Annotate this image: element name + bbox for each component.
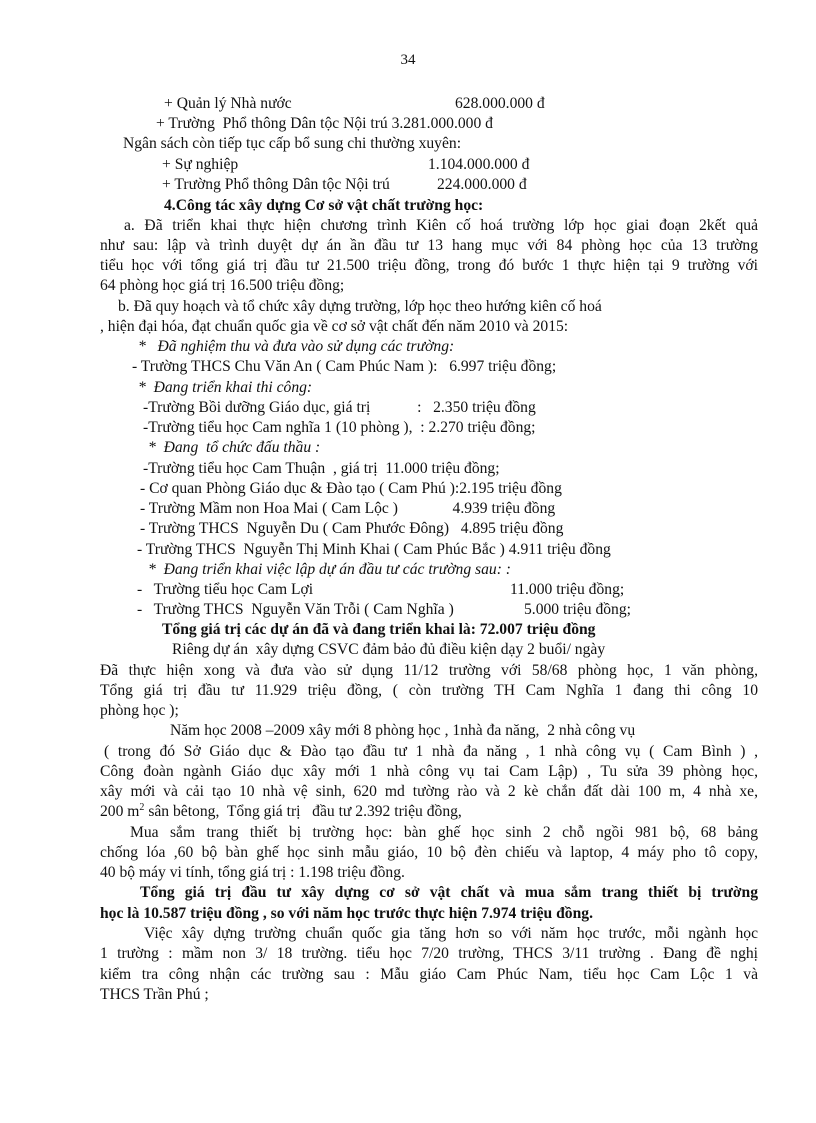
csvc-line-3: Tổng giá trị đầu tư 11.929 triệu đồng, ( còn trường TH Cam Nghĩa 1 đang thi công 10: [100, 682, 758, 699]
csvc-line-4: phòng học );: [100, 702, 179, 719]
planning-item-label: - Trường THCS Nguyễn Văn Trỗi ( Cam Nghĩa ): [137, 601, 454, 618]
planning-item-amount: 11.000 triệu đồng;: [510, 581, 625, 598]
bidding-item: - Trường THCS Nguyễn Thị Minh Khai ( Cam Phúc Bắc ) 4.911 triệu đồng: [137, 541, 611, 558]
year-line-3: Công đoàn ngành Giáo dục xây mới 1 nhà công vụ tai Cam Lập) , Tu sửa 39 phòng học,: [100, 763, 758, 780]
budget-line-career-label: + Sự nghiệp: [162, 156, 239, 173]
standard-line-1: Việc xây dựng trường chuẩn quốc gia tăng hơn so với năm học trước, mỗi ngành học: [144, 925, 758, 942]
equip-line-3: 40 bộ máy vi tính, tổng giá trị : 1.198 triệu đồng.: [100, 864, 405, 881]
section-heading: 4.Công tác xây dựng Cơ sở vật chất trường học:: [164, 197, 484, 214]
bidding-item: - Trường Mầm non Hoa Mai ( Cam Lộc ) 4.939 triệu đồng: [140, 500, 556, 517]
year-line-5-pre: 200 m: [100, 803, 140, 820]
construction-item: -Trường tiểu học Cam nghĩa 1 (10 phòng ), : 2.270 triệu đồng;: [143, 419, 536, 436]
bidding-item: - Trường THCS Nguyễn Du ( Cam Phước Đông) 4.895 triệu đồng: [140, 520, 564, 537]
standard-line-3: kiểm tra công nhận các trường sau : Mẫu giáo Cam Phúc Nam, tiểu học Cam Lộc 1 và: [100, 966, 758, 983]
year-line-5: [100, 802, 462, 822]
budget-line-career-amount: 1.104.000.000 đ: [428, 156, 530, 173]
budget-line-boarding-school-2-label: + Trường Phổ thông Dân tộc Nội trú: [162, 176, 390, 193]
total-projects: Tổng giá trị các dự án đã và đang triển khai là: 72.007 triệu đồng: [162, 621, 596, 638]
equip-line-2: chống lóa ,60 bộ bàn ghế học sinh mẫu giáo, 10 bộ đèn chiếu và laptop, 4 máy pho tô copy,: [100, 844, 758, 861]
total-invest-line-2: học là 10.587 triệu đồng , so với năm học trước thực hiện 7.974 triệu đồng.: [100, 905, 593, 922]
para-a-line-1: a. Đã triển khai thực hiện chương trình Kiên cố hoá trường lớp học giai đoạn 2kết quả: [124, 217, 758, 234]
accepted-heading: * Đã nghiệm thu và đưa vào sử dụng các trường:: [138, 338, 455, 355]
budget-line-supplement: Ngân sách còn tiếp tục cấp bổ sung chi thường xuyên:: [123, 135, 462, 152]
year-line-5-sup: 2: [139, 801, 145, 813]
budget-line-state-mgmt-amount: 628.000.000 đ: [455, 95, 545, 112]
para-a-line-3: tiểu học với tổng giá trị đầu tư 21.500 triệu đồng, trong đó bước 1 thực hiện tại 9 trường với: [100, 257, 758, 274]
para-b-line-2: , hiện đại hóa, đạt chuẩn quốc gia về cơ sở vật chất đến năm 2010 và 2015:: [100, 318, 569, 335]
planning-item-amount: 5.000 triệu đồng;: [524, 601, 631, 618]
page-number: 34: [400, 52, 416, 68]
equip-line-1: Mua sắm trang thiết bị trường học: bàn ghế học sinh 2 chỗ ngồi 981 bộ, 68 bảng: [130, 824, 758, 841]
budget-line-state-mgmt-label: + Quản lý Nhà nước: [164, 95, 292, 112]
year-line-4: xây mới và cải tạo 10 nhà vệ sinh, 620 md tường rào và 2 kè chắn đất dài 100 m, 4 nhà xe,: [100, 783, 758, 800]
standard-line-2: 1 trường : mầm non 3/ 18 trường. tiểu học 7/20 trường, THCS 3/11 trường . Đang đề nghị: [100, 945, 758, 962]
planning-item-label: - Trường tiểu học Cam Lợi: [137, 581, 314, 598]
year-line-2: ( trong đó Sở Giáo dục & Đào tạo đầu tư 1 nhà đa năng , 1 nhà công vụ ( Cam Bình ) ,: [104, 743, 758, 760]
bidding-item: -Trường tiểu học Cam Thuận , giá trị 11.000 triệu đồng;: [143, 460, 500, 477]
budget-line-boarding-school-2-amount: 224.000.000 đ: [437, 176, 527, 193]
year-line-1: Năm học 2008 –2009 xây mới 8 phòng học , 1nhà đa năng, 2 nhà công vụ: [170, 722, 636, 739]
standard-line-4: THCS Trần Phú ;: [100, 986, 209, 1003]
budget-line-boarding-school: + Trường Phổ thông Dân tộc Nội trú 3.281.000.000 đ: [156, 115, 493, 132]
bidding-item: - Cơ quan Phòng Giáo dục & Đào tạo ( Cam Phú ):2.195 triệu đồng: [140, 480, 562, 497]
total-invest-line-1: Tổng giá trị đầu tư xây dựng cơ sở vật chất và mua sắm trang thiết bị trường: [140, 884, 758, 901]
csvc-line-1: Riêng dự án xây dựng CSVC đảm bảo đủ điều kiện dạy 2 buổi/ ngày: [172, 641, 606, 658]
planning-heading: * Đang triển khai việc lập dự án đầu tư các trường sau: :: [148, 561, 511, 578]
construction-item: -Trường Bồi dưỡng Giáo dục, giá trị : 2.350 triệu đồng: [143, 399, 536, 416]
year-line-5-post: sân bêtong, Tổng giá trị đầu tư 2.392 triệu đồng,: [144, 803, 462, 820]
bidding-heading: * Đang tổ chức đấu thầu :: [148, 439, 321, 456]
para-a-line-2: như sau: lập và trình duyệt dự án ần đầu tư 13 hang mục với 84 phòng học của 13 trường: [100, 237, 758, 254]
construction-heading: * Đang triển khai thi công:: [138, 379, 313, 396]
para-a-line-4: 64 phòng học giá trị 16.500 triệu đồng;: [100, 277, 345, 294]
accepted-item: - Trường THCS Chu Văn An ( Cam Phúc Nam ): 6.997 triệu đồng;: [132, 358, 557, 375]
para-b-line-1: b. Đã quy hoạch và tổ chức xây dựng trường, lớp học theo hướng kiên cố hoá: [118, 298, 602, 315]
csvc-line-2: Đã thực hiện xong và đưa vào sử dụng 11/12 trường với 58/68 phòng học, 1 văn phòng,: [100, 662, 758, 679]
